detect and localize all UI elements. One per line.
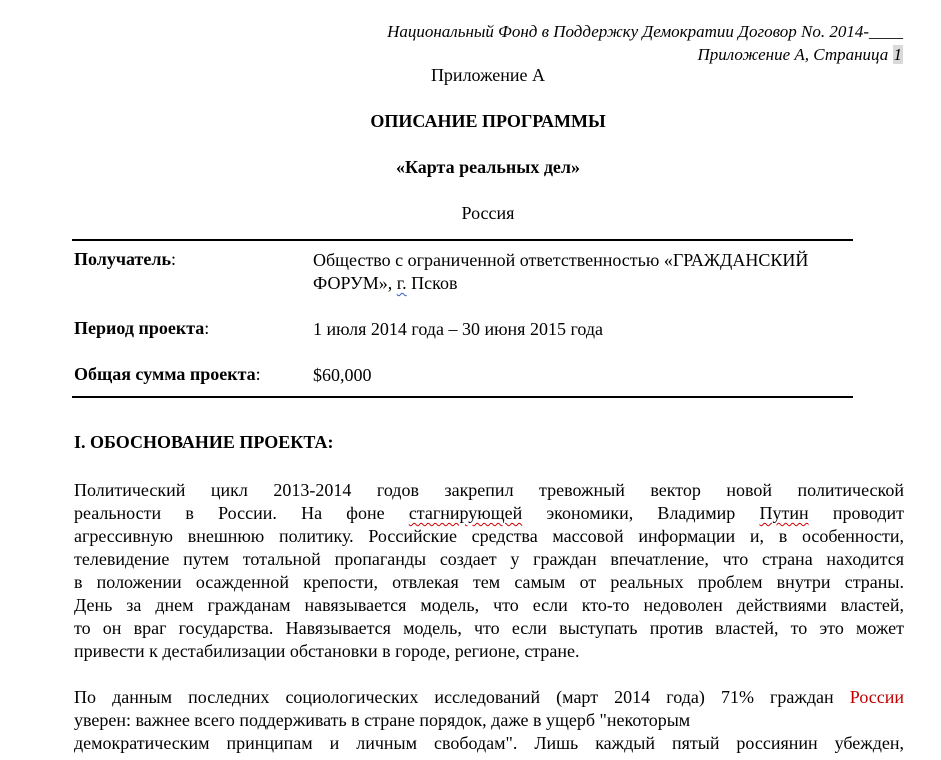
amount-label: Общая сумма проекта: (74, 364, 261, 384)
header-page-line (698, 45, 903, 65)
period-value: 1 июля 2014 года – 30 июня 2015 года (313, 319, 604, 339)
header-appendix-page-label: Приложение А, Страница (697, 45, 893, 64)
recipient-label: Получатель: (74, 249, 177, 269)
document-title: ОПИСАНИЕ ПРОГРАММЫ (370, 111, 606, 131)
paragraph-2: По данным последних социологических исследований (март 2014 года) 71% граждан России уверен: важнее всего поддерживать в стране порядок, даже в ущерб "некоторым демократическим принципам и личным свободам". Лишь каждый пятый россиянин убежден, (74, 687, 905, 753)
page-number-field[interactable]: 1 (893, 45, 902, 64)
country-name: Россия (461, 203, 515, 223)
top-divider (72, 239, 853, 241)
appendix-label: Приложение А (430, 65, 546, 85)
program-name: «Карта реальных дел» (395, 157, 581, 177)
recipient-value: Общество с ограниченной ответственностью «ГРАЖДАНСКИЙ ФОРУМ», г. Псков (313, 250, 809, 293)
amount-value: $60,000 (313, 365, 372, 385)
header-contract-line: Национальный Фонд в Поддержку Демократии Договор No. 2014-____ (387, 22, 903, 41)
bottom-divider (72, 396, 853, 398)
section-heading: I. ОБОСНОВАНИЕ ПРОЕКТА: (74, 432, 334, 452)
period-label: Период проекта: (74, 318, 210, 338)
paragraph-1: Политический цикл 2013-2014 годов закрепил тревожный вектор новой политической реальности в России. На фоне стагнирующей экономики, Владимир Путин проводит агрессивную внешнюю политику. Российские средства массовой информации и, в особенности, телевидение путем тотальной пропаганды создает у граждан впечатление, что страна находится в положении осажденной крепости, отвлекая тем самым от реальных проблем внутри страны. День за днем гражданам навязывается модель, что если кто-то недоволен действиями властей, то он враг государства. Навязывается модель, что если выступать против властей, то это может привести к дестабилизации обстановки в городе, регионе, стране. (74, 480, 904, 661)
